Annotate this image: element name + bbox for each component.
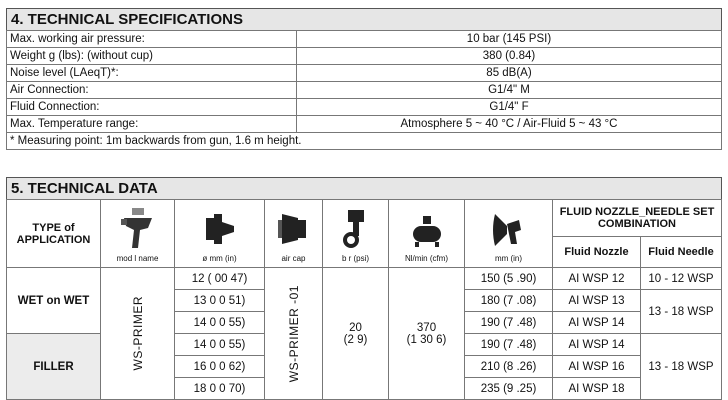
spec-label: Fluid Connection: (7, 99, 297, 116)
spec-label: Max. working air pressure: (7, 31, 297, 48)
aircap-unit: air cap (281, 254, 306, 263)
model-unit: mod l name (116, 254, 159, 263)
air-cap-icon (274, 206, 314, 252)
aircap-header (265, 200, 323, 268)
spec-label: Noise level (LAeqT)*: (7, 65, 297, 82)
model-header (101, 200, 175, 268)
table-row (7, 99, 722, 116)
flow-cell (389, 268, 465, 400)
group-wet-on-wet: WET on WET (7, 268, 101, 334)
specs-table (6, 30, 722, 150)
fluid-nozzle-cell: AI WSP 18 (553, 378, 641, 400)
table-row (7, 48, 722, 65)
pressure-unit: b r (psi) (341, 254, 370, 263)
spray-fan-icon (489, 206, 529, 252)
fluid-needle-cell: 13 - 18 WSP (641, 334, 722, 400)
spec-label: Max. Temperature range: (7, 116, 297, 133)
fan-cell: 180 (7 .08) (465, 290, 553, 312)
nozzle-cell: 13 0 0 51) (175, 290, 265, 312)
spec-value: 10 bar (145 PSI) (297, 31, 722, 48)
group-filler: FILLER (7, 334, 101, 400)
spec-value: G1/4" M (297, 82, 722, 99)
nozzle-cell: 16 0 0 62) (175, 356, 265, 378)
spec-note: * Measuring point: 1m backwards from gun, 1.6 m height. (7, 133, 722, 150)
fan-cell: 235 (9 .25) (465, 378, 553, 400)
flow-cfm: (1 30 6) (406, 333, 447, 346)
fan-cell: 210 (8 .26) (465, 356, 553, 378)
fluid-nozzle-cell: AI WSP 12 (553, 268, 641, 290)
pressure-value: 20 (349, 321, 362, 334)
fluid-nozzle-cell: AI WSP 14 (553, 334, 641, 356)
specs-title: 4. TECHNICAL SPECIFICATIONS (6, 8, 722, 30)
fluid-nozzle-cell: AI WSP 16 (553, 356, 641, 378)
fan-cell: 190 (7 .48) (465, 312, 553, 334)
data-title: 5. TECHNICAL DATA (6, 177, 722, 199)
fluid-needle-cell: 13 - 18 WSP (641, 290, 722, 334)
spec-label: Weight g (lbs): (without cup) (7, 48, 297, 65)
nozzle-cell: 14 0 0 55) (175, 312, 265, 334)
spec-value: Atmosphere 5 ~ 40 °C / Air-Fluid 5 ~ 43 °C (297, 116, 722, 133)
model-cell (101, 268, 175, 400)
nozzle-cell: 18 0 0 70) (175, 378, 265, 400)
table-row (7, 31, 722, 48)
spec-label: Air Connection: (7, 82, 297, 99)
combo-header: FLUID NOZZLE_NEEDLE SET COMBINATION (553, 200, 722, 237)
flow-value: 370 (416, 321, 437, 334)
nozzle-icon (200, 206, 240, 252)
model-name: WS-PRIMER (130, 296, 145, 371)
flow-header (389, 200, 465, 268)
fan-unit: mm (in) (494, 254, 523, 263)
nozzle-header (175, 200, 265, 268)
data-table (6, 199, 722, 400)
pressure-cell (323, 268, 389, 400)
spec-value: G1/4" F (297, 99, 722, 116)
table-row (7, 133, 722, 150)
fan-header (465, 200, 553, 268)
fan-cell: 190 (7 .48) (465, 334, 553, 356)
aircap-name: WS-PRIMER -01 (286, 284, 301, 383)
fluid-nozzle-header: Fluid Nozzle (553, 237, 641, 268)
fluid-nozzle-cell: AI WSP 13 (553, 290, 641, 312)
pressure-gauge-icon (336, 206, 376, 252)
table-row (7, 65, 722, 82)
type-header: TYPE of APPLICATION (7, 200, 101, 268)
fan-cell: 150 (5 .90) (465, 268, 553, 290)
table-row (7, 82, 722, 99)
compressor-icon (407, 206, 447, 252)
pressure-header (323, 200, 389, 268)
fluid-needle-cell: 10 - 12 WSP (641, 268, 722, 290)
flow-unit: Nl/min (cfm) (404, 254, 449, 263)
aircap-cell (265, 268, 323, 400)
fluid-nozzle-cell: AI WSP 14 (553, 312, 641, 334)
fluid-needle-header: Fluid Needle (641, 237, 722, 268)
spray-gun-icon (118, 206, 158, 252)
nozzle-unit: ø mm (in) (202, 254, 237, 263)
nozzle-cell: 12 ( 00 47) (175, 268, 265, 290)
spec-value: 380 (0.84) (297, 48, 722, 65)
table-row (7, 116, 722, 133)
pressure-psi: (2 9) (343, 333, 368, 346)
spec-value: 85 dB(A) (297, 65, 722, 82)
table-row (7, 268, 722, 290)
nozzle-cell: 14 0 0 55) (175, 334, 265, 356)
